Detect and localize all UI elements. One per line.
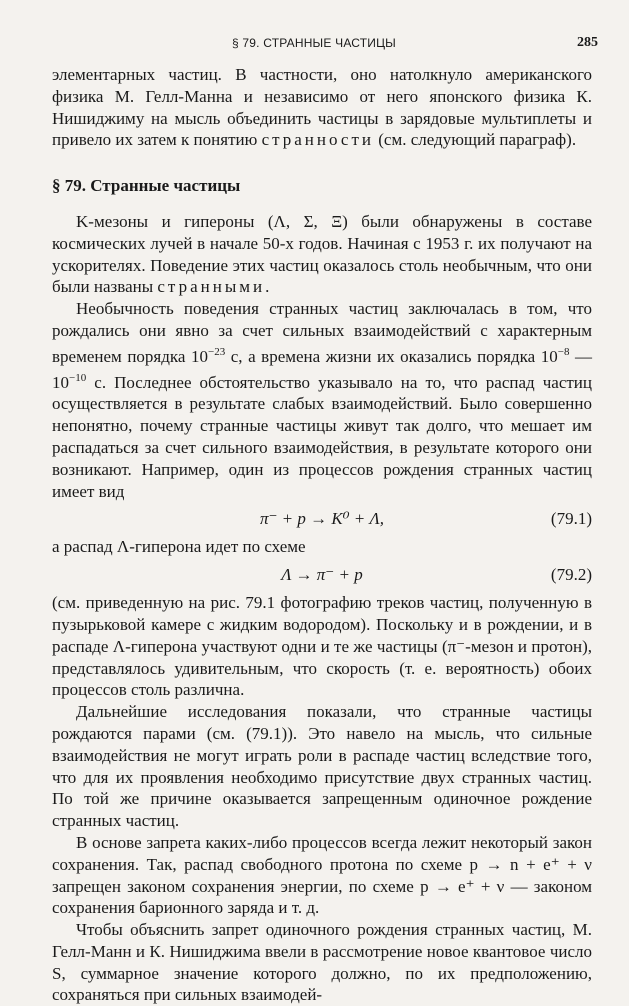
paragraph-1-end: . — [265, 277, 270, 297]
intro-paragraph — [52, 64, 592, 151]
paragraph-4: (см. приведенную на рис. 79.1 фотографию треков частиц, полученную в пузырьковой камере с жидким водородом). Поскольку и в рождении, и в распаде Λ-гиперона участвуют одни и те же частицы (π⁻-мезон и протон), представлялось удивительным, что скорость (т. е. вероятность) обоих процессов столь различна. — [52, 593, 592, 700]
paragraph-5: Дальнейшие исследования показали, что странные частицы рождаются парами (см. (79.1)). Это навело на мысль, что сильные взаимодействия не могут играть роли в распаде частиц вследствие того, что для их проявления необходимо присутствие двух странных частиц. По той же причине оказывается запрещенным одиночное рождение странных частиц. — [52, 702, 592, 831]
paragraph-1-text: K-мезоны и гипероны (Λ, Σ, Ξ) были обнаружены в составе космических лучей в начале 50-х годов. Начиная с 1953 г. их получают на ускорителях. Поведение этих частиц оказалось столь необычным, что они были названы — [52, 211, 592, 297]
running-head — [52, 30, 598, 54]
paragraph-6: В основе запрета каких-либо процессов всегда лежит некоторый закон сохранения. Так, распад свободного протона по схеме p → n + e⁺ + ν запрещен законом сохранения энергии, по схеме p → e⁺ + ν — законом сохранения барионного заряда и т. д. — [52, 832, 592, 918]
paragraph-2-part-1: Необычность поведения странных частиц заключалась в том, что рождались они явно за счет сильных взаимодействий с характерным временем порядка 10 — [52, 299, 592, 366]
equation-79-2 — [52, 558, 592, 592]
paragraph-2-part-4: с. Последнее обстоятельство указывало на то, что распад частиц осуществляется в результате слабых взаимодействий. Было совершенно непонятно, почему странные частицы живут так долго, что мешает им распадаться за счет сильного взаимодействия, в результате которого они возникают. Например, один из процессов рождения странных частиц имеет вид — [52, 372, 592, 501]
paragraph-2-part-3: — 10 — [52, 346, 592, 392]
paragraph-2 — [52, 298, 592, 502]
running-title: § 79. СТРАННЫЕ ЧАСТИЦЫ — [232, 36, 396, 50]
equation-79-1-formula: π⁻ + p → K⁰ + Λ, — [259, 509, 385, 529]
book-page — [52, 30, 598, 1006]
paragraph-2-part-2: с, а времена жизни их оказались порядка 10 — [225, 346, 558, 366]
equation-79-2-number: (79.2) — [550, 565, 592, 585]
equation-79-1-number: (79.1) — [550, 509, 592, 529]
paragraph-1 — [52, 211, 592, 298]
section-heading: § 79. Странные частицы — [52, 176, 241, 196]
exponent-1: −23 — [207, 345, 226, 358]
exponent-3: −10 — [69, 371, 87, 384]
intro-spaced-word: странности — [261, 130, 374, 150]
equation-79-2-formula: Λ → π⁻ + p — [281, 565, 363, 585]
body-text — [52, 64, 592, 1006]
paragraph-1-spaced: странными — [157, 277, 266, 297]
intro-tail: (см. следующий параграф). — [373, 130, 577, 150]
page-number: 285 — [577, 35, 598, 50]
equation-79-1 — [52, 502, 592, 536]
intro-text: элементарных частиц. В частности, оно натолкнуло американского физика М. Гелл-Манна и независимо от него японского физика К. Нишиджиму на мысль объединить частицы в зарядовые мультиплеты и привело их затем к понятию — [52, 65, 592, 150]
paragraph-7: Чтобы объяснить запрет одиночного рождения странных частиц, М. Гелл-Манн и К. Нишиджима ввели в рассмотрение новое квантовое число S, суммарное значение которого должно, по их предположению, сохраняться при сильных взаимодей- — [52, 920, 592, 1005]
exponent-2: −8 — [557, 345, 570, 358]
paragraph-3: а распад Λ-гиперона идет по схеме — [52, 537, 306, 557]
